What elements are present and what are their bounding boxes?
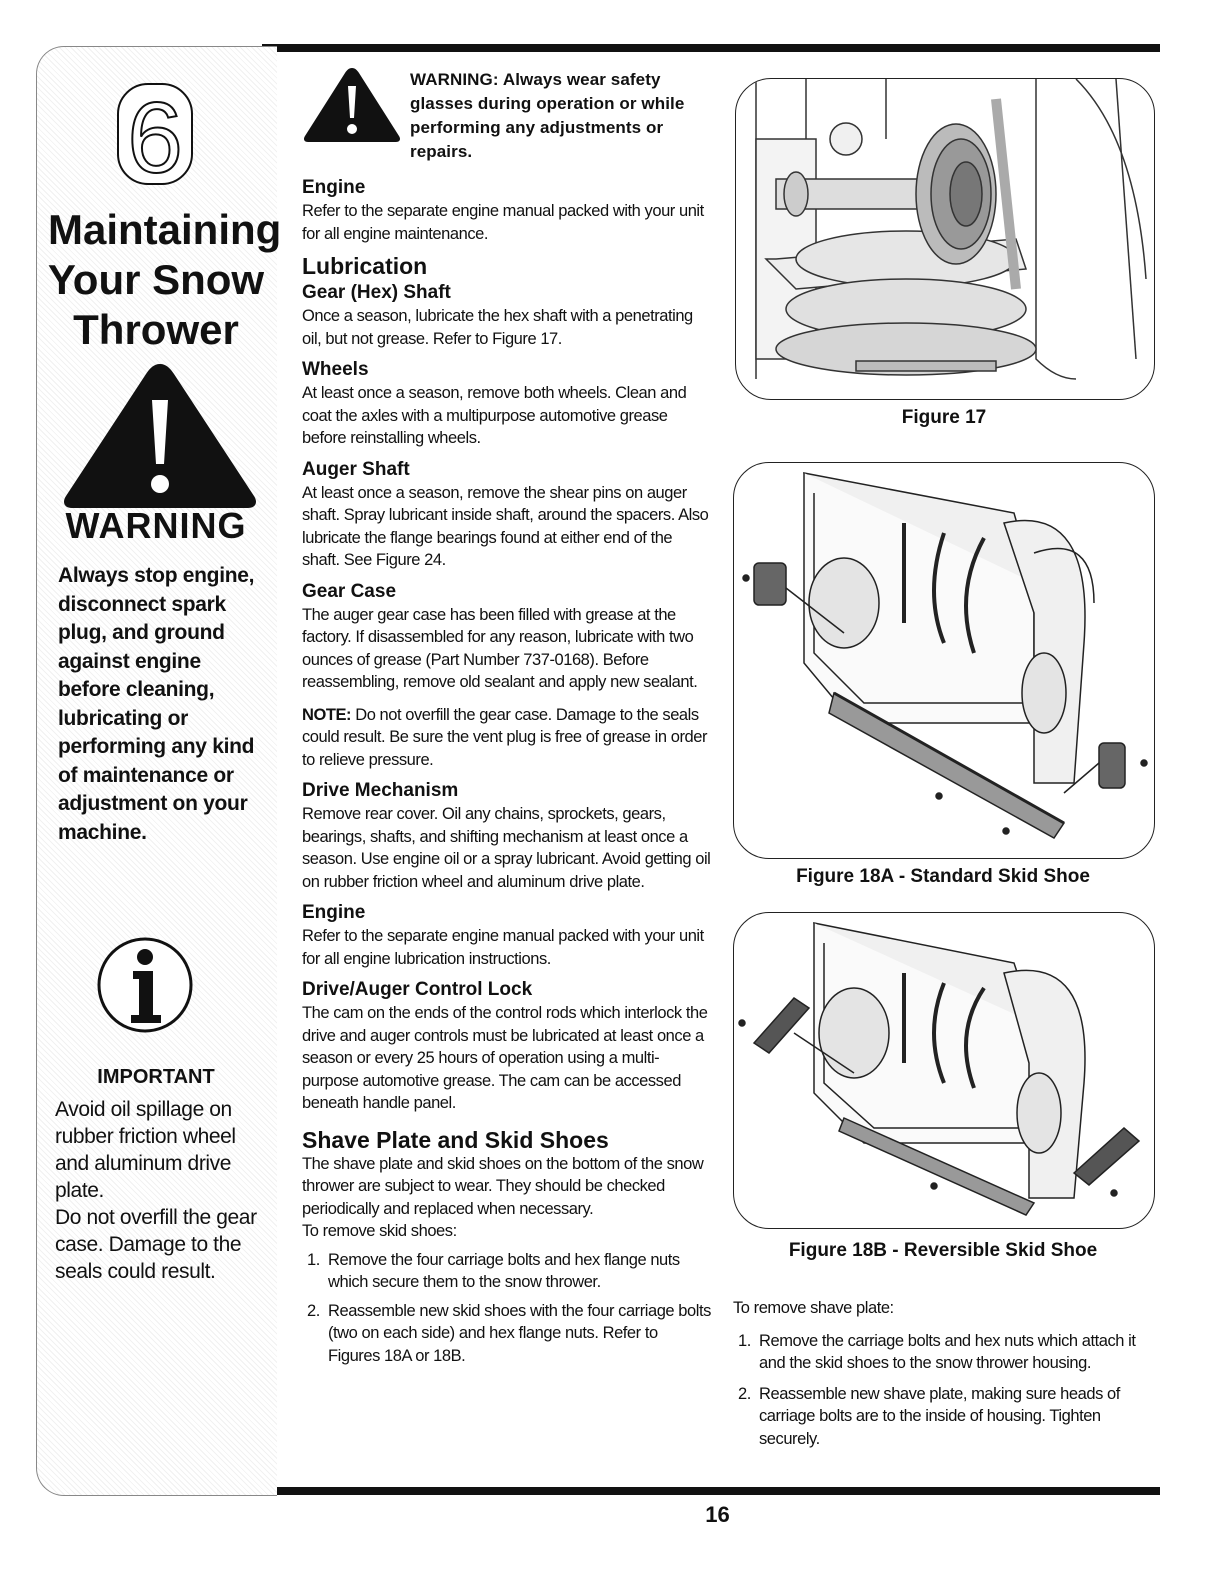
warning-triangle-icon	[60, 360, 260, 510]
warning-heading: WARNING	[65, 505, 247, 546]
info-icon	[95, 935, 195, 1035]
chapter-title	[36, 205, 282, 355]
gear-case-heading: Gear Case	[302, 580, 397, 602]
skid-shoes-intro: To remove skid shoes:	[302, 1222, 457, 1240]
top-rule	[262, 44, 1160, 52]
shave-plate-intro: To remove shave plate:	[733, 1299, 894, 1317]
figure-17-image	[735, 78, 1155, 400]
skid-step-2: 2. Reassemble new skid shoes with the four carriage bolts (two on each side) and hex flange nuts. Refer to Figures 18A or 18B.	[324, 1300, 712, 1368]
skid-step-1: 1. Remove the four carriage bolts and hex flange nuts which secure them to the snow thrower.	[324, 1249, 712, 1294]
note-label: NOTE:	[302, 705, 352, 724]
standard-skid-shoe-illustration	[734, 463, 1154, 858]
important-paragraph-1: Avoid oil spillage on rubber friction wheel and aluminum drive plate.	[55, 1098, 236, 1202]
shave-step-2: 2. Reassemble new shave plate, making sure heads of carriage bolts are to the inside of housing. Tighten securely.	[755, 1383, 1153, 1451]
auger-shaft-heading: Auger Shaft	[302, 458, 410, 480]
figure-18a-image	[733, 462, 1155, 859]
maintenance-instructions	[302, 172, 712, 1373]
shave-plate-instructions	[733, 1297, 1153, 1458]
wheels-heading: Wheels	[302, 359, 369, 380]
warning-triangle-icon	[302, 66, 402, 142]
page-number: 16	[705, 1502, 730, 1527]
chapter-title-line3: Thrower	[73, 306, 239, 353]
shave-plate-heading: Shave Plate and Skid Shoes	[302, 1126, 609, 1153]
auger-shaft-text: At least once a season, remove the shear pins on auger shaft. Spray lubricant inside shaft, around the spacers. Also lubricate the flange bearings found at either end of the shaft. See Figure 24.	[302, 483, 709, 569]
engine-text: Refer to the separate engine manual packed with your unit for all engine maintenance.	[302, 202, 704, 243]
important-paragraph-2: Do not overfill the gear case. Damage to the seals could result.	[55, 1206, 257, 1283]
figure-18b-caption: Figure 18B - Reversible Skid Shoe	[788, 1240, 1098, 1261]
reversible-skid-shoe-illustration	[734, 913, 1154, 1228]
shave-plate-text: The shave plate and skid shoes on the bottom of the snow thrower are subject to wear. They should be checked periodically and replaced when necessary.	[302, 1154, 704, 1218]
hex-shaft-text: Once a season, lubricate the hex shaft with a penetrating oil, but not grease. Refer to Figure 17.	[302, 307, 693, 348]
engine-lubrication-text: Refer to the separate engine manual packed with your unit for all engine lubrication instructions.	[302, 927, 704, 968]
control-lock-heading: Drive/Auger Control Lock	[302, 979, 533, 1000]
note-paragraph	[302, 704, 712, 772]
chapter-title-line2: Your Snow	[47, 256, 265, 303]
chapter-title-line1: Maintaining	[48, 206, 282, 253]
chapter-number-badge	[88, 80, 218, 190]
hex-shaft-illustration	[736, 79, 1154, 399]
wheels-text: At least once a season, remove both wheels. Clean and coat the axles with a multipurpose automotive grease before reinstalling wheels.	[302, 384, 687, 447]
safety-glasses-warning	[302, 66, 702, 166]
drive-mechanism-heading: Drive Mechanism	[302, 780, 459, 801]
chapter-number: 6	[127, 82, 183, 190]
bottom-rule	[262, 1487, 1160, 1495]
shave-plate-steps	[733, 1330, 1153, 1451]
engine-heading: Engine	[302, 177, 366, 198]
skid-shoe-steps	[302, 1249, 712, 1368]
hex-shaft-heading: Gear (Hex) Shaft	[302, 282, 451, 303]
safety-warning-text: WARNING: Always wear safety glasses during operation or while performing any adjustments or repairs.	[410, 70, 685, 161]
figure-18b-image	[733, 912, 1155, 1229]
gear-case-text: The auger gear case has been filled with grease at the factory. If disassembled for any reason, lubricate with two ounces of grease (Part Number 737-0168). Before reassembling, remove old sealant and apply new sealant.	[302, 605, 698, 691]
note-text: Do not overfill the gear case. Damage to the seals could result. Be sure the vent plug is free of grease in order to relieve pressure.	[302, 705, 708, 769]
engine-lubrication-heading: Engine	[302, 902, 366, 923]
control-lock-text: The cam on the ends of the control rods which interlock the drive and auger controls must be lubricated at least once a season or every 25 hours of operation using a multi-purpose automotive grease. The cam can be accessed beneath handle panel.	[302, 1004, 708, 1112]
lubrication-heading: Lubrication	[302, 253, 428, 279]
figure-17-caption: Figure 17	[901, 407, 987, 428]
drive-mechanism-text: Remove rear cover. Oil any chains, sprockets, gears, bearings, shafts, and shifting mechanism at least once a season. Use engine oil or a spray lubricant. Avoid getting oil on rubber friction wheel and aluminum drive plate.	[302, 805, 711, 891]
figure-18a-caption: Figure 18A - Standard Skid Shoe	[796, 866, 1090, 887]
important-text	[55, 1096, 270, 1285]
important-heading: IMPORTANT	[97, 1066, 215, 1088]
warning-text: Always stop engine, disconnect spark plug, and ground against engine before cleaning, lubricating or performing any kind of maintenance or adjustment on your machine.	[58, 564, 255, 844]
shave-step-1: 1. Remove the carriage bolts and hex nuts which attach it and the skid shoes to the snow thrower housing.	[755, 1330, 1153, 1375]
